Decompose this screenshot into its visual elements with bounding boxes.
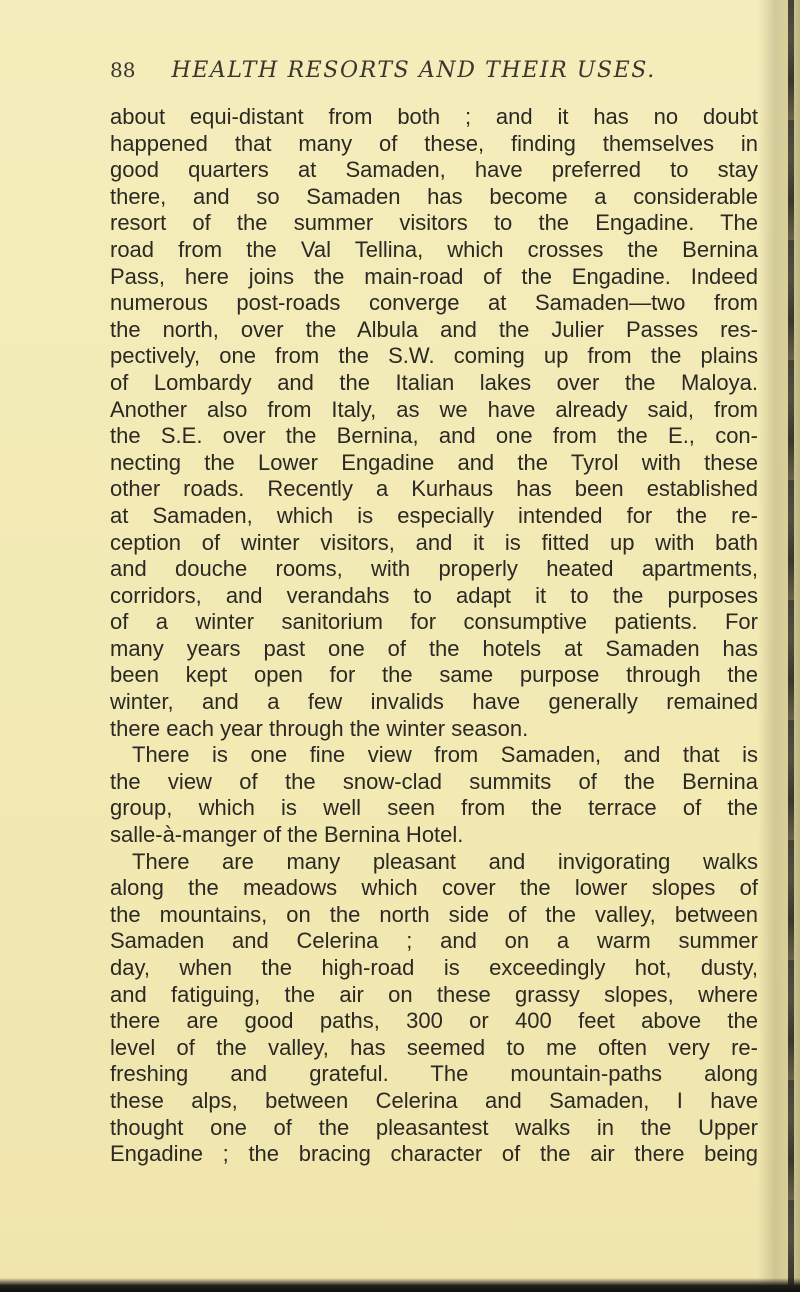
running-head (110, 58, 750, 92)
text-line: happened that many of these, finding themselves in (110, 130, 758, 156)
text-line: ception of winter visitors, and it is fitted up with bath (110, 529, 758, 555)
text-line: about equi-distant from both ; and it has no doubt (110, 104, 758, 129)
text-line: there, and so Samaden has become a considerable (110, 183, 758, 209)
text-line: Another also from Italy, as we have already said, from (110, 396, 758, 422)
text-line: group, which is well seen from the terrace of the (110, 795, 758, 821)
text-line: these alps, between Celerina and Samaden, I have (110, 1087, 758, 1113)
text-line: road from the Val Tellina, which crosses the Bernina (110, 236, 758, 262)
text-line: been kept open for the same purpose through the (110, 662, 758, 688)
text-line: winter, and a few invalids have generally remained (110, 689, 758, 715)
text-line: the mountains, on the north side of the valley, between (110, 901, 758, 927)
page-number: 88 (110, 58, 136, 82)
text-line: Pass, here joins the main-road of the Engadine. Indeed (110, 263, 758, 289)
text-line: along the meadows which cover the lower slopes of (110, 875, 758, 901)
body-text (110, 104, 758, 1168)
text-line: of a winter sanitorium for consumptive patients. For (110, 609, 758, 635)
page-edge-shadow (758, 0, 800, 1292)
text-line: corridors, and verandahs to adapt it to the purposes (110, 582, 758, 608)
text-line: at Samaden, which is especially intended for the re- (110, 502, 758, 528)
text-line: and fatiguing, the air on these grassy slopes, where (110, 981, 758, 1007)
page-bottom-edge (0, 1278, 800, 1292)
text-line: necting the Lower Engadine and the Tyrol with these (110, 449, 758, 475)
text-line: level of the valley, has seemed to me often very re- (110, 1034, 758, 1060)
text-line: and douche rooms, with properly heated apartments, (110, 556, 758, 582)
text-line: resort of the summer visitors to the Engadine. The (110, 210, 758, 236)
running-head-title: HEALTH RESORTS AND THEIR USES. (171, 58, 656, 83)
text-line: there are good paths, 300 or 400 feet above the (110, 1008, 758, 1034)
text-line: Engadine ; the bracing character of the air there being (110, 1141, 758, 1167)
text-line: day, when the high-road is exceedingly hot, dusty, (110, 955, 758, 980)
text-line: thought one of the pleasantest walks in the Upper (110, 1114, 758, 1140)
text-line: numerous post-roads converge at Samaden—two from (110, 290, 758, 316)
text-line: salle-à-manger of the Bernina Hotel. (110, 822, 464, 848)
text-line: There are many pleasant and invigorating walks (132, 848, 758, 874)
text-line: pectively, one from the S.W. coming up from the plains (110, 343, 758, 369)
text-line: the view of the snow-clad summits of the Bernina (110, 768, 758, 794)
text-line: other roads. Recently a Kurhaus has been established (110, 476, 758, 502)
text-line: There is one fine view from Samaden, and that is (132, 742, 758, 768)
text-line: many years past one of the hotels at Samaden has (110, 635, 758, 661)
text-line: Samaden and Celerina ; and on a warm summer (110, 928, 758, 954)
text-line: the S.E. over the Bernina, and one from the E., con- (110, 423, 758, 449)
text-line: of Lombardy and the Italian lakes over the Maloya. (110, 369, 758, 395)
text-line: the north, over the Albula and the Julier Passes res- (110, 316, 758, 342)
text-line: freshing and grateful. The mountain-paths along (110, 1061, 758, 1087)
text-line: good quarters at Samaden, have preferred to stay (110, 157, 758, 183)
text-line: there each year through the winter season. (110, 715, 529, 741)
